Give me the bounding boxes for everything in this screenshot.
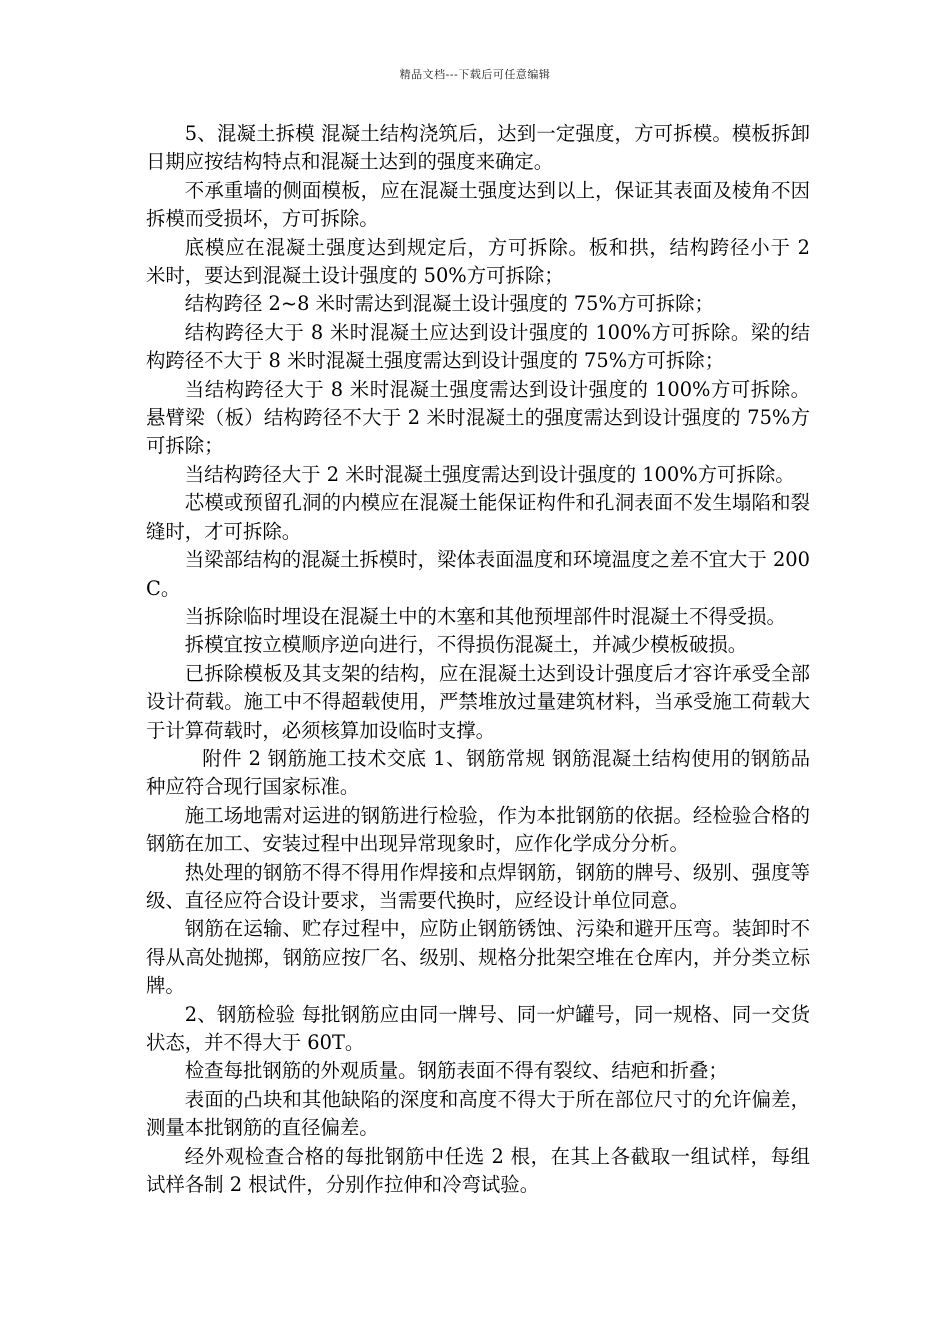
paragraph-appendix-rebar: 附件 2 钢筋施工技术交底 1、钢筋常规 钢筋混凝土结构使用的钢筋品种应符合现行国家标准。	[146, 746, 810, 799]
paragraph-side-forms: 不承重墙的侧面模板，应在混凝土强度达到以上，保证其表面及棱角不因拆模而受损坏，方可拆除。	[146, 178, 810, 231]
paragraph-rebar-inspection: 施工场地需对运进的钢筋进行检验，作为本批钢筋的依据。经检验合格的钢筋在加工、安装过程中出现异常现象时，应作化学成分分析。	[146, 803, 810, 856]
paragraph-temperature: 当梁部结构的混凝土拆模时，梁体表面温度和环境温度之差不宜大于 200C。	[146, 548, 810, 600]
paragraph-span-2-8m: 结构跨径 2~8 米时需达到混凝土设计强度的 75%方可拆除；	[184, 292, 714, 316]
paragraph-embedded-parts: 当拆除临时埋设在混凝土中的木塞和其他预埋部件时混凝土不得受损。	[184, 604, 786, 628]
paragraph-span-over-2m: 当结构跨径大于 2 米时混凝土强度需达到设计强度的 100%方可拆除。	[184, 462, 795, 486]
paragraph-core-forms: 芯模或预留孔洞的内模应在混凝土能保证构件和孔洞表面不发生塌陷和裂缝时，才可拆除。	[146, 491, 810, 543]
paragraph-rebar-batch: 2、钢筋检验 每批钢筋应由同一牌号、同一炉罐号，同一规格、同一交货状态，并不得大于 60T。	[146, 1002, 810, 1054]
paragraph-bottom-forms: 底模应在混凝土强度达到规定后，方可拆除。板和拱，结构跨径小于 2 米时，要达到混凝土设计强度的 50%方可拆除；	[146, 235, 817, 288]
paragraph-beam-span-over-8m: 当结构跨径大于 8 米时混凝土强度需达到设计强度的 100%方可拆除。悬臂梁（板）结构跨径不大于 2 米时混凝土的强度需达到设计强度的 75%方可拆除；	[146, 377, 810, 458]
paragraph-formwork-removal: 5、混凝土拆模 混凝土结构浇筑后，达到一定强度，方可拆模。模板拆卸日期应按结构特点和混凝土达到的强度来确定。	[146, 122, 810, 174]
paragraph-rebar-storage: 钢筋在运输、贮存过程中，应防止钢筋锈蚀、污染和避开压弯。装卸时不得从高处抛掷，钢筋应按厂名、级别、规格分批架空堆在仓库内，并分类立标牌。	[146, 917, 810, 998]
paragraph-span-over-8m: 结构跨径大于 8 米时混凝土应达到设计强度的 100%方可拆除。梁的结构跨径不大于 8 米时混凝土强度需达到设计强度的 75%方可拆除；	[146, 320, 810, 373]
paragraph-heat-treated-rebar: 热处理的钢筋不得不得用作焊接和点焊钢筋，钢筋的牌号、级别、强度等级、直径应符合设计要求，当需要代换时，应经设计单位同意。	[146, 860, 810, 912]
paragraph-surface-quality: 检查每批钢筋的外观质量。钢筋表面不得有裂纹、结疤和折叠；	[184, 1059, 728, 1083]
paragraph-defects: 表面的凸块和其他缺陷的深度和高度不得大于所在部位尺寸的允许偏差，测量本批钢筋的直径偏差。	[146, 1087, 810, 1140]
paragraph-removal-order: 拆模宜按立模顺序逆向进行，不得损伤混凝土，并减少模板破损。	[184, 633, 748, 657]
page-header: 精品文档---下载后可任意编辑	[399, 68, 551, 81]
document-body	[146, 120, 817, 1199]
paragraph-sampling: 经外观检查合格的每批钢筋中任选 2 根，在其上各截取一组试样，每组试样各制 2 根试件，分别作拉伸和冷弯试验。	[146, 1144, 810, 1197]
paragraph-design-load: 已拆除模板及其支架的结构，应在混凝土达到设计强度后才容许承受全部设计荷载。施工中不得超载使用，严禁堆放过量建筑材料，当承受施工荷载大于计算荷载时，必须核算加设临时支撑。	[146, 661, 810, 742]
